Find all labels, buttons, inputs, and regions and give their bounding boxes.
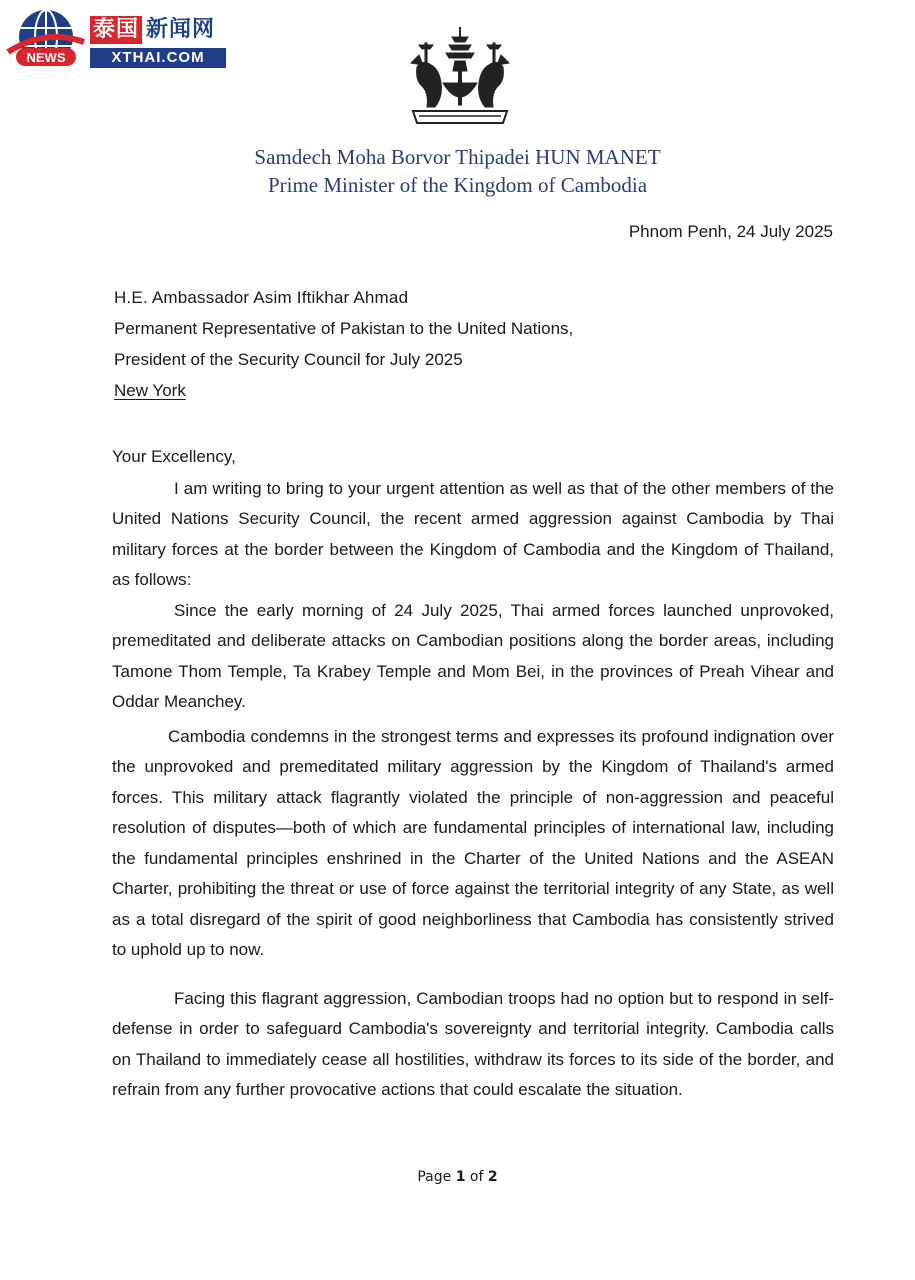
- letterhead: [0, 143, 915, 199]
- watermark-chinese-title: [90, 16, 226, 44]
- royal-coat-of-arms-icon: [405, 25, 515, 130]
- addressee-block: [114, 282, 573, 406]
- addressee-title-2: President of the Security Council for July 2025: [114, 350, 463, 369]
- salutation: Your Excellency,: [112, 447, 236, 466]
- addressee-name: H.E. Ambassador Asim Iftikhar Ahmad: [114, 288, 409, 307]
- sender-name: Samdech Moha Borvor Thipadei HUN MANET: [254, 145, 661, 169]
- watermark-cn-part2: 新闻网: [146, 17, 216, 42]
- paragraph-2: Since the early morning of 24 July 2025, Thai armed forces launched unprovoked, premeditated and deliberate attacks on Cambodian positions along the border areas, including Tamone Thom Temple, Ta Krabey Temple and Mom Bei, in the provinces of Preah Vihear and Oddar Meanchey.: [112, 600, 834, 711]
- paragraph-4: Facing this flagrant aggression, Cambodian troops had no option but to respond in self-defense in order to safeguard Cambodia's sovereignty and territorial integrity. Cambodia calls on Thailand to immediately cease all hostilities, withdraw its forces to its side of the border, and refrain from any further provocative actions that could escalate the situation.: [112, 988, 834, 1099]
- page-number: [0, 1169, 915, 1185]
- letter-body: [112, 442, 834, 1106]
- watermark-cn-part1: 泰国: [90, 16, 142, 44]
- of-word: of: [469, 1169, 484, 1185]
- page-current: 1: [455, 1169, 466, 1185]
- xthai-news-watermark: [6, 8, 226, 70]
- page-word: Page: [417, 1169, 452, 1185]
- dateline: Phnom Penh, 24 July 2025: [628, 222, 833, 241]
- globe-label: NEWS: [26, 50, 66, 65]
- addressee-title-1: Permanent Representative of Pakistan to the United Nations,: [114, 319, 574, 338]
- paragraph-1: I am writing to bring to your urgent attention as well as that of the other members of the United Nations Security Council, the recent armed aggression against Cambodia by Thai military forces at the border between the Kingdom of Cambodia and the Kingdom of Thailand, as follows:: [112, 478, 834, 589]
- globe-news-icon: [6, 8, 86, 70]
- watermark-domain: XTHAI.COM: [90, 48, 226, 68]
- paragraph-3: Cambodia condemns in the strongest terms and expresses its profound indignation over the unprovoked and premeditated military aggression by the Kingdom of Thailand's armed forces. This military attack flagrantly violated the principle of non-aggression and peaceful resolution of disputes—both of which are fundamental principles of international law, including the fundamental principles enshrined in the Charter of the United Nations and the ASEAN Charter, prohibiting the threat or use of force against the territorial integrity of any State, as well as a total disregard of the spirit of good neighborliness that Cambodia has consistently strived to uphold up to now.: [112, 726, 834, 959]
- page-total: 2: [487, 1169, 498, 1185]
- addressee-city: New York: [114, 381, 186, 400]
- sender-title: Prime Minister of the Kingdom of Cambodia: [267, 173, 648, 197]
